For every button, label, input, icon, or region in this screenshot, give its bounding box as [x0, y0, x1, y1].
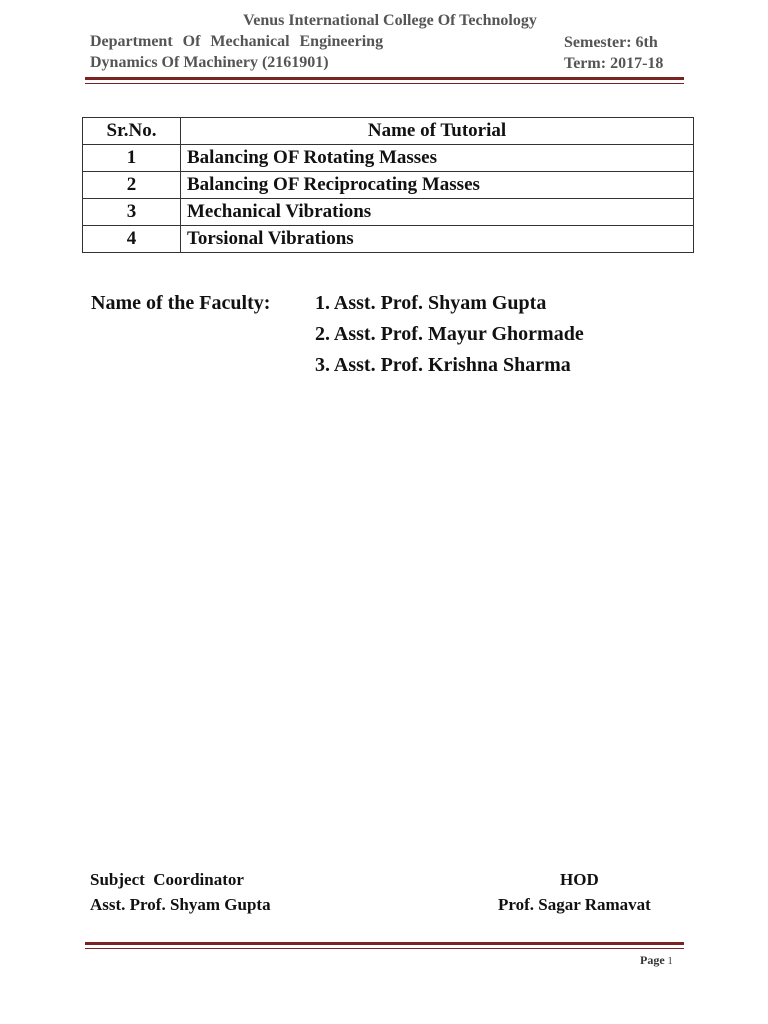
semester-label: Semester: 6th	[564, 34, 658, 51]
column-header-srno: Sr.No.	[83, 118, 181, 145]
subject-coordinator-name: Asst. Prof. Shyam Gupta	[90, 895, 271, 914]
tutorial-name: Torsional Vibrations	[181, 226, 694, 253]
term-label: Term: 2017-18	[564, 55, 664, 72]
tutorial-name: Balancing OF Rotating Masses	[181, 145, 694, 172]
footer-rule-thin	[85, 948, 684, 949]
header-rule-thick	[85, 77, 684, 80]
page-label-text: Page	[640, 953, 665, 967]
row-number: 1	[83, 145, 181, 172]
header-rule-thin	[85, 83, 684, 84]
faculty-member: 2. Asst. Prof. Mayur Ghormade	[315, 323, 584, 345]
tutorial-name: Balancing OF Reciprocating Masses	[181, 172, 694, 199]
row-number: 3	[83, 199, 181, 226]
hod-title: HOD	[560, 870, 599, 889]
tutorial-name: Mechanical Vibrations	[181, 199, 694, 226]
faculty-member: 3. Asst. Prof. Krishna Sharma	[315, 354, 571, 376]
footer-rule-thick	[85, 942, 684, 945]
subject-name: Dynamics Of Machinery (2161901)	[90, 54, 329, 71]
column-header-name: Name of Tutorial	[181, 118, 694, 145]
table-row	[83, 199, 694, 226]
department-name: Department Of Mechanical Engineering	[90, 33, 384, 50]
subject-coordinator-title: Subject Coordinator	[90, 870, 244, 889]
table-row	[83, 172, 694, 199]
table-header-row	[83, 118, 694, 145]
table-row	[83, 145, 694, 172]
faculty-label: Name of the Faculty:	[91, 292, 271, 314]
page-number	[640, 953, 673, 968]
row-number: 4	[83, 226, 181, 253]
faculty-member: 1. Asst. Prof. Shyam Gupta	[315, 292, 547, 314]
row-number: 2	[83, 172, 181, 199]
hod-name: Prof. Sagar Ramavat	[498, 895, 651, 914]
tutorial-table	[82, 117, 694, 253]
table-row	[83, 226, 694, 253]
college-name: Venus International College Of Technology	[243, 12, 537, 29]
page-number-value: 1	[667, 956, 673, 967]
